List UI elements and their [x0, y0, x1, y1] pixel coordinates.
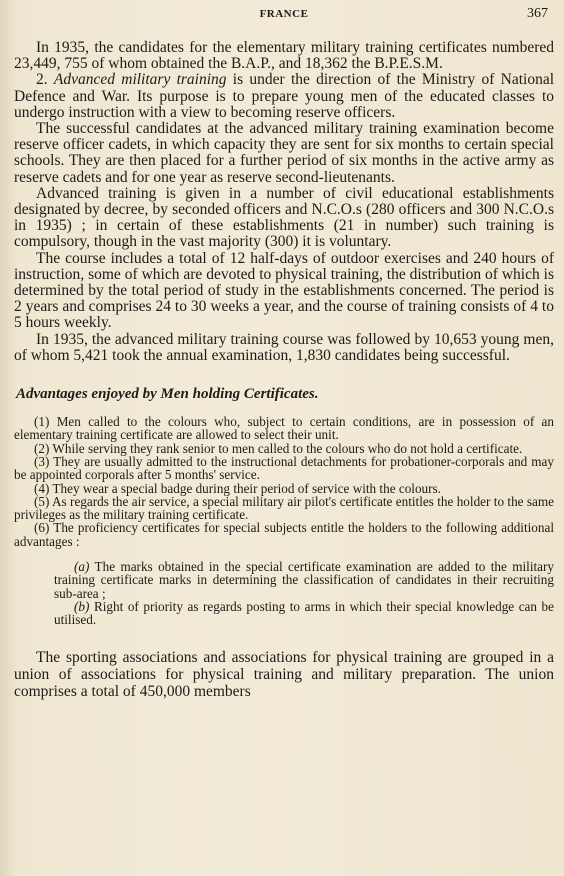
paragraph-course-structure: The course includes a total of 12 half-days of outdoor exercises and 240 hours of instruction, some of which are devoted to physical training, the distribution of which is determined by the total period of study in the establishments concerned. The period is 2 years and comprises 24 to 30 weeks a year, and the course of training consists of 4 to 5 hours weekly.	[14, 249, 554, 332]
advantage-item: (5) As regards the air service, a special military air pilot's certificate entitles the holder to the same privileges as the military training certificate.	[14, 493, 554, 523]
paragraph-sporting-associations: The sporting associations and associations for physical training are grouped in a union of associations for physical training and military preparation. The union comprises a total of 450,000 members	[14, 648, 554, 700]
advanced-training-description: is under the direction of the Ministry of National Defence and War. Its purpose is to prepare young men of the educated classes to undergo instruction with a view to becoming reserve officers.	[14, 71, 555, 121]
advantage-item: (4) They wear a special badge during their period of service with the colours.	[34, 480, 441, 496]
paragraph-establishments: Advanced training is given in a number of civil educational establishments designated by decree, by seconded officers and N.C.O.s (280 officers and 300 N.C.O.s in 1935) ; in certain of these establishments (21 in number) such training is compulsory, though in the vast majority (300) it is voluntary.	[14, 184, 554, 251]
paragraph-certificate-stats: In 1935, the candidates for the elementary military training certificates numbered 23,449, 755 of whom obtained the B.A.P., and 18,362 the B.P.E.S.M.	[14, 39, 554, 73]
advanced-training-term: Advanced military training	[53, 71, 227, 89]
sub-item-label: (b)	[74, 598, 90, 614]
page-number: 367	[527, 6, 548, 21]
advantage-item: (1) Men called to the colours who, subject to certain conditions, are in possession of an elementary training certificate are allowed to select their unit.	[14, 414, 554, 443]
sub-advantage-item	[54, 560, 554, 600]
main-body	[14, 40, 554, 364]
advantages-list	[14, 415, 554, 548]
paragraph-reserve-cadets: The successful candidates at the advanced military training examination become reserve officer cadets, in which capacity they are sent for six months to certain special schools. They are then placed for a further period of six months in the active army as reserve cadets and for one year as reserve second-lieutenants.	[14, 120, 554, 186]
advantage-item: (6) The proficiency certificates for special subjects entitle the holders to the following additional advantages :	[14, 520, 554, 549]
sub-advantage-item	[54, 600, 554, 627]
advantage-item: (3) They are usually admitted to the instructional detachments for probationer-corporals and may be appointed corporals after 5 months' service.	[14, 453, 554, 483]
sub-item-text: The marks obtained in the special certificate examination are added to the military training certificate marks in determining the classification of candidates in their recruiting sub-area ;	[54, 559, 554, 601]
paragraph-number: 2.	[36, 71, 54, 89]
additional-advantages-list	[54, 560, 554, 626]
sub-item-label: (a)	[74, 559, 90, 575]
page-header	[14, 4, 554, 26]
closing-section	[14, 649, 554, 700]
advantage-item: (2) While serving they rank senior to men called to the colours who do not hold a certificate.	[34, 440, 523, 456]
paragraph-advanced-training	[14, 72, 554, 121]
section-heading: Advantages enjoyed by Men holding Certificates.	[16, 386, 319, 403]
paragraph-1935-results: In 1935, the advanced military training course was followed by 10,653 young men, of whom 5,421 took the annual examination, 1,830 candidates being successful.	[14, 330, 554, 364]
sub-item-text: Right of priority as regards posting to arms in which their special knowledge can be utilised.	[54, 598, 554, 628]
running-head: FRANCE	[259, 8, 309, 20]
